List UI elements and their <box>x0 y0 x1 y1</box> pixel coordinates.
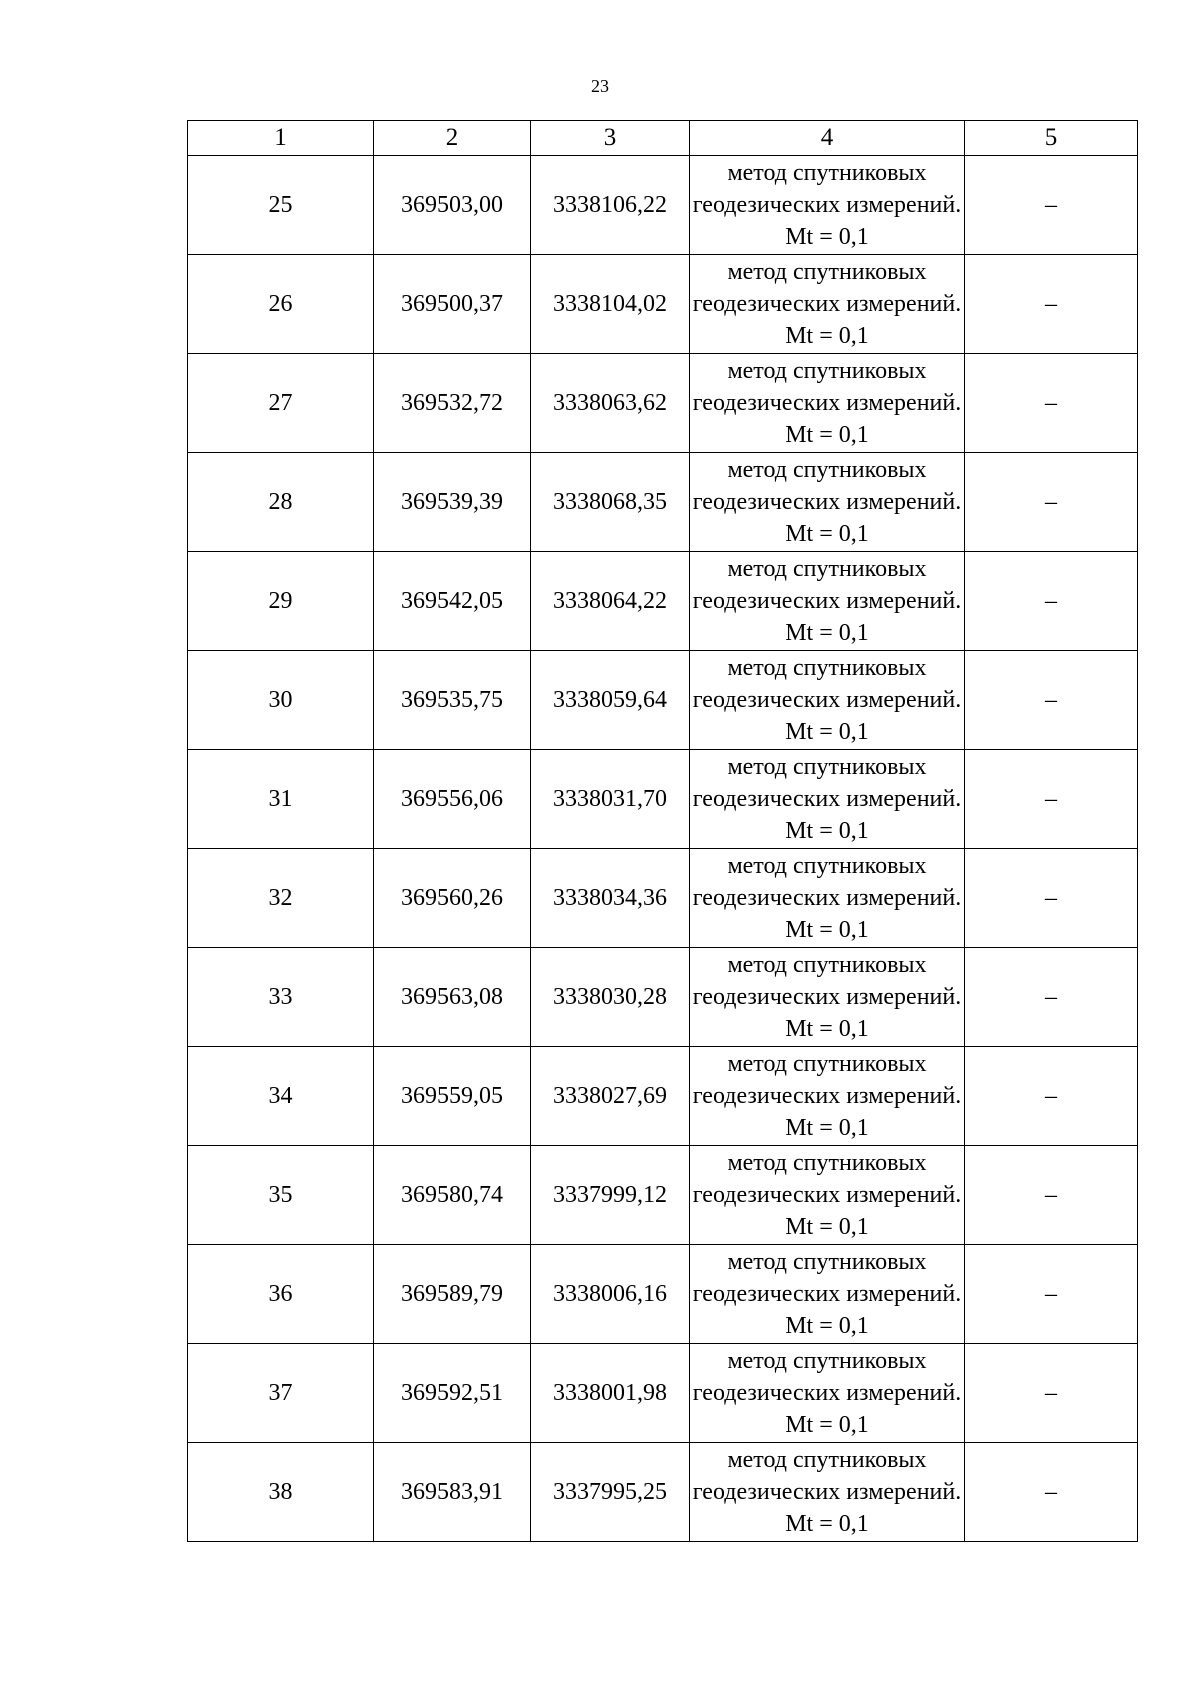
note-cell: – <box>965 255 1138 354</box>
y-coordinate-cell: 3338001,98 <box>531 1344 690 1443</box>
point-number-cell: 28 <box>188 453 374 552</box>
point-number-cell: 31 <box>188 750 374 849</box>
x-coordinate-cell: 369592,51 <box>374 1344 531 1443</box>
y-coordinate-cell: 3337999,12 <box>531 1146 690 1245</box>
y-coordinate-cell: 3338106,22 <box>531 156 690 255</box>
table-row <box>188 750 1138 849</box>
y-coordinate-cell: 3338034,36 <box>531 849 690 948</box>
method-cell: метод спутниковых геодезических измерений. Mt = 0,1 <box>690 255 965 354</box>
x-coordinate-cell: 369580,74 <box>374 1146 531 1245</box>
method-cell: метод спутниковых геодезических измерений. Mt = 0,1 <box>690 750 965 849</box>
column-header-2: 2 <box>374 121 531 156</box>
y-coordinate-cell: 3338064,22 <box>531 552 690 651</box>
y-coordinate-cell: 3338068,35 <box>531 453 690 552</box>
point-number-cell: 32 <box>188 849 374 948</box>
column-header-5: 5 <box>965 121 1138 156</box>
note-cell: – <box>965 750 1138 849</box>
y-coordinate-cell: 3338031,70 <box>531 750 690 849</box>
method-cell: метод спутниковых геодезических измерений. Mt = 0,1 <box>690 948 965 1047</box>
x-coordinate-cell: 369589,79 <box>374 1245 531 1344</box>
point-number-cell: 36 <box>188 1245 374 1344</box>
x-coordinate-cell: 369535,75 <box>374 651 531 750</box>
table-row <box>188 651 1138 750</box>
method-cell: метод спутниковых геодезических измерений. Mt = 0,1 <box>690 1047 965 1146</box>
point-number-cell: 25 <box>188 156 374 255</box>
method-cell: метод спутниковых геодезических измерений. Mt = 0,1 <box>690 453 965 552</box>
note-cell: – <box>965 354 1138 453</box>
method-cell: метод спутниковых геодезических измерений. Mt = 0,1 <box>690 1146 965 1245</box>
page-number: 23 <box>591 76 609 96</box>
x-coordinate-cell: 369563,08 <box>374 948 531 1047</box>
y-coordinate-cell: 3338063,62 <box>531 354 690 453</box>
x-coordinate-cell: 369559,05 <box>374 1047 531 1146</box>
note-cell: – <box>965 1047 1138 1146</box>
y-coordinate-cell: 3338006,16 <box>531 1245 690 1344</box>
note-cell: – <box>965 156 1138 255</box>
point-number-cell: 38 <box>188 1443 374 1542</box>
table-row <box>188 1344 1138 1443</box>
method-cell: метод спутниковых геодезических измерений. Mt = 0,1 <box>690 651 965 750</box>
point-number-cell: 27 <box>188 354 374 453</box>
method-cell: метод спутниковых геодезических измерений. Mt = 0,1 <box>690 552 965 651</box>
table-row <box>188 849 1138 948</box>
point-number-cell: 30 <box>188 651 374 750</box>
point-number-cell: 26 <box>188 255 374 354</box>
table-row <box>188 156 1138 255</box>
x-coordinate-cell: 369560,26 <box>374 849 531 948</box>
note-cell: – <box>965 1344 1138 1443</box>
table-body <box>188 156 1138 1542</box>
x-coordinate-cell: 369532,72 <box>374 354 531 453</box>
point-number-cell: 29 <box>188 552 374 651</box>
x-coordinate-cell: 369539,39 <box>374 453 531 552</box>
method-cell: метод спутниковых геодезических измерений. Mt = 0,1 <box>690 1443 965 1542</box>
point-number-cell: 34 <box>188 1047 374 1146</box>
table-header <box>188 121 1138 156</box>
y-coordinate-cell: 3338027,69 <box>531 1047 690 1146</box>
column-header-3: 3 <box>531 121 690 156</box>
note-cell: – <box>965 849 1138 948</box>
x-coordinate-cell: 369542,05 <box>374 552 531 651</box>
y-coordinate-cell: 3337995,25 <box>531 1443 690 1542</box>
x-coordinate-cell: 369556,06 <box>374 750 531 849</box>
note-cell: – <box>965 453 1138 552</box>
header-row <box>188 121 1138 156</box>
x-coordinate-cell: 369500,37 <box>374 255 531 354</box>
point-number-cell: 35 <box>188 1146 374 1245</box>
method-cell: метод спутниковых геодезических измерений. Mt = 0,1 <box>690 156 965 255</box>
table-row <box>188 1047 1138 1146</box>
method-cell: метод спутниковых геодезических измерений. Mt = 0,1 <box>690 1245 965 1344</box>
y-coordinate-cell: 3338104,02 <box>531 255 690 354</box>
point-number-cell: 33 <box>188 948 374 1047</box>
note-cell: – <box>965 1245 1138 1344</box>
note-cell: – <box>965 1146 1138 1245</box>
table-row <box>188 354 1138 453</box>
table-row <box>188 948 1138 1047</box>
note-cell: – <box>965 651 1138 750</box>
table-row <box>188 1146 1138 1245</box>
note-cell: – <box>965 948 1138 1047</box>
coordinates-table <box>187 120 1138 1542</box>
x-coordinate-cell: 369583,91 <box>374 1443 531 1542</box>
table-row <box>188 552 1138 651</box>
y-coordinate-cell: 3338030,28 <box>531 948 690 1047</box>
note-cell: – <box>965 552 1138 651</box>
note-cell: – <box>965 1443 1138 1542</box>
column-header-1: 1 <box>188 121 374 156</box>
table-row <box>188 453 1138 552</box>
table-row <box>188 1245 1138 1344</box>
method-cell: метод спутниковых геодезических измерений. Mt = 0,1 <box>690 354 965 453</box>
point-number-cell: 37 <box>188 1344 374 1443</box>
table-row <box>188 255 1138 354</box>
y-coordinate-cell: 3338059,64 <box>531 651 690 750</box>
table-row <box>188 1443 1138 1542</box>
method-cell: метод спутниковых геодезических измерений. Mt = 0,1 <box>690 1344 965 1443</box>
column-header-4: 4 <box>690 121 965 156</box>
x-coordinate-cell: 369503,00 <box>374 156 531 255</box>
method-cell: метод спутниковых геодезических измерений. Mt = 0,1 <box>690 849 965 948</box>
